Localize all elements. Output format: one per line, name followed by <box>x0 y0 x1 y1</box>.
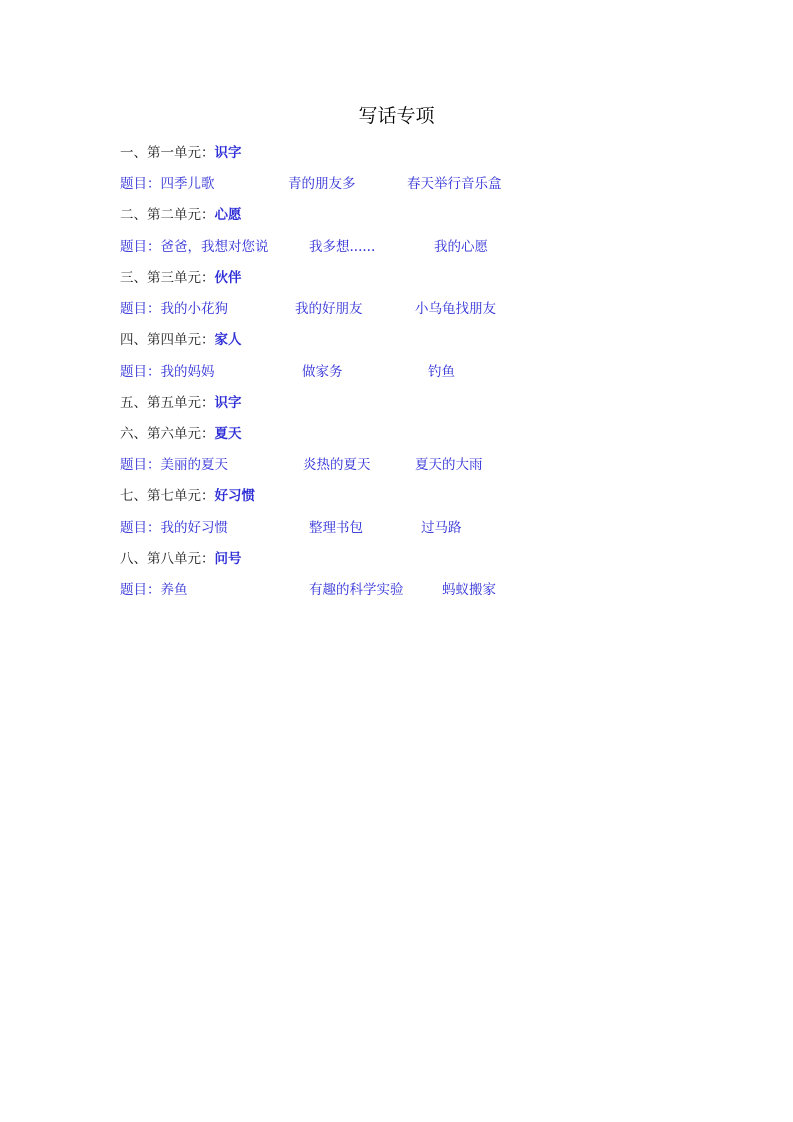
prompt-item: 钓鱼 <box>428 364 455 380</box>
prompt-item: 我的好朋友 <box>295 301 363 317</box>
prompt-item: 养鱼 <box>160 582 188 598</box>
prompt-item: 四季儿歌 <box>160 176 215 192</box>
unit-topic: 识字 <box>214 145 242 161</box>
unit-topic: 伙伴 <box>214 270 242 286</box>
unit-topic: 家人 <box>214 332 242 348</box>
unit-label: 三、第三单元： <box>120 270 215 286</box>
prompt-label: 题目：我的妈妈 <box>120 364 215 380</box>
unit-label: 七、第七单元： <box>120 488 215 504</box>
prompt-label: 题目：四季儿歌 <box>120 176 215 192</box>
prompt-label: 题目：我的小花狗 <box>120 301 228 317</box>
unit-topic: 识字 <box>214 395 242 411</box>
unit-heading-8 <box>120 549 242 569</box>
prompt-item: 爸爸，我想对您说 <box>160 239 269 255</box>
page-title: 写话专项 <box>358 105 435 127</box>
prompt-label: 题目：养鱼 <box>120 582 188 598</box>
prompt-item: 青的朋友多 <box>288 176 356 192</box>
unit-heading-3 <box>120 268 242 288</box>
prompt-item: 过马路 <box>421 520 462 536</box>
prompt-item: 有趣的科学实验 <box>309 582 404 598</box>
unit-topic: 问号 <box>214 551 242 567</box>
unit-label: 四、第四单元： <box>120 332 215 348</box>
prompt-item: 我的小花狗 <box>160 301 228 317</box>
unit-label: 一、第一单元： <box>120 145 215 161</box>
unit-heading-7 <box>120 486 255 506</box>
prompt-row-6 <box>120 455 740 475</box>
prompt-item: 春天举行音乐盒 <box>407 176 502 192</box>
prompt-row-8 <box>120 580 740 600</box>
prompt-item: 我多想...... <box>309 239 376 255</box>
prompt-row-2 <box>120 237 740 257</box>
prompt-label: 题目：我的好习惯 <box>120 520 228 536</box>
prompt-item: 小乌龟找朋友 <box>415 301 496 317</box>
unit-heading-5 <box>120 393 242 413</box>
unit-label: 八、第八单元： <box>120 551 215 567</box>
prompt-item: 夏天的大雨 <box>415 457 483 473</box>
unit-topic: 夏天 <box>214 426 242 442</box>
prompt-item: 蚂蚁搬家 <box>442 582 496 598</box>
prompt-label: 题目：爸爸，我想对您说 <box>120 239 269 255</box>
prompt-label: 题目：美丽的夏天 <box>120 457 228 473</box>
unit-heading-1 <box>120 143 242 163</box>
prompt-item: 我的心愿 <box>434 239 488 255</box>
prompt-row-3 <box>120 299 740 319</box>
prompt-row-7 <box>120 518 740 538</box>
prompt-item: 整理书包 <box>309 520 363 536</box>
prompt-row-4 <box>120 362 740 382</box>
unit-label: 六、第六单元： <box>120 426 215 442</box>
prompt-item: 做家务 <box>302 364 343 380</box>
prompt-item: 我的妈妈 <box>160 364 215 380</box>
unit-topic: 心愿 <box>214 207 242 223</box>
prompt-row-1 <box>120 174 740 194</box>
unit-heading-6 <box>120 424 242 444</box>
prompt-item: 美丽的夏天 <box>160 457 228 473</box>
unit-topic: 好习惯 <box>214 488 255 504</box>
unit-heading-4 <box>120 330 242 350</box>
unit-label: 二、第二单元： <box>120 207 215 223</box>
prompt-item: 我的好习惯 <box>160 520 228 536</box>
unit-heading-2 <box>120 205 242 225</box>
prompt-item: 炎热的夏天 <box>303 457 371 473</box>
unit-label: 五、第五单元： <box>120 395 215 411</box>
